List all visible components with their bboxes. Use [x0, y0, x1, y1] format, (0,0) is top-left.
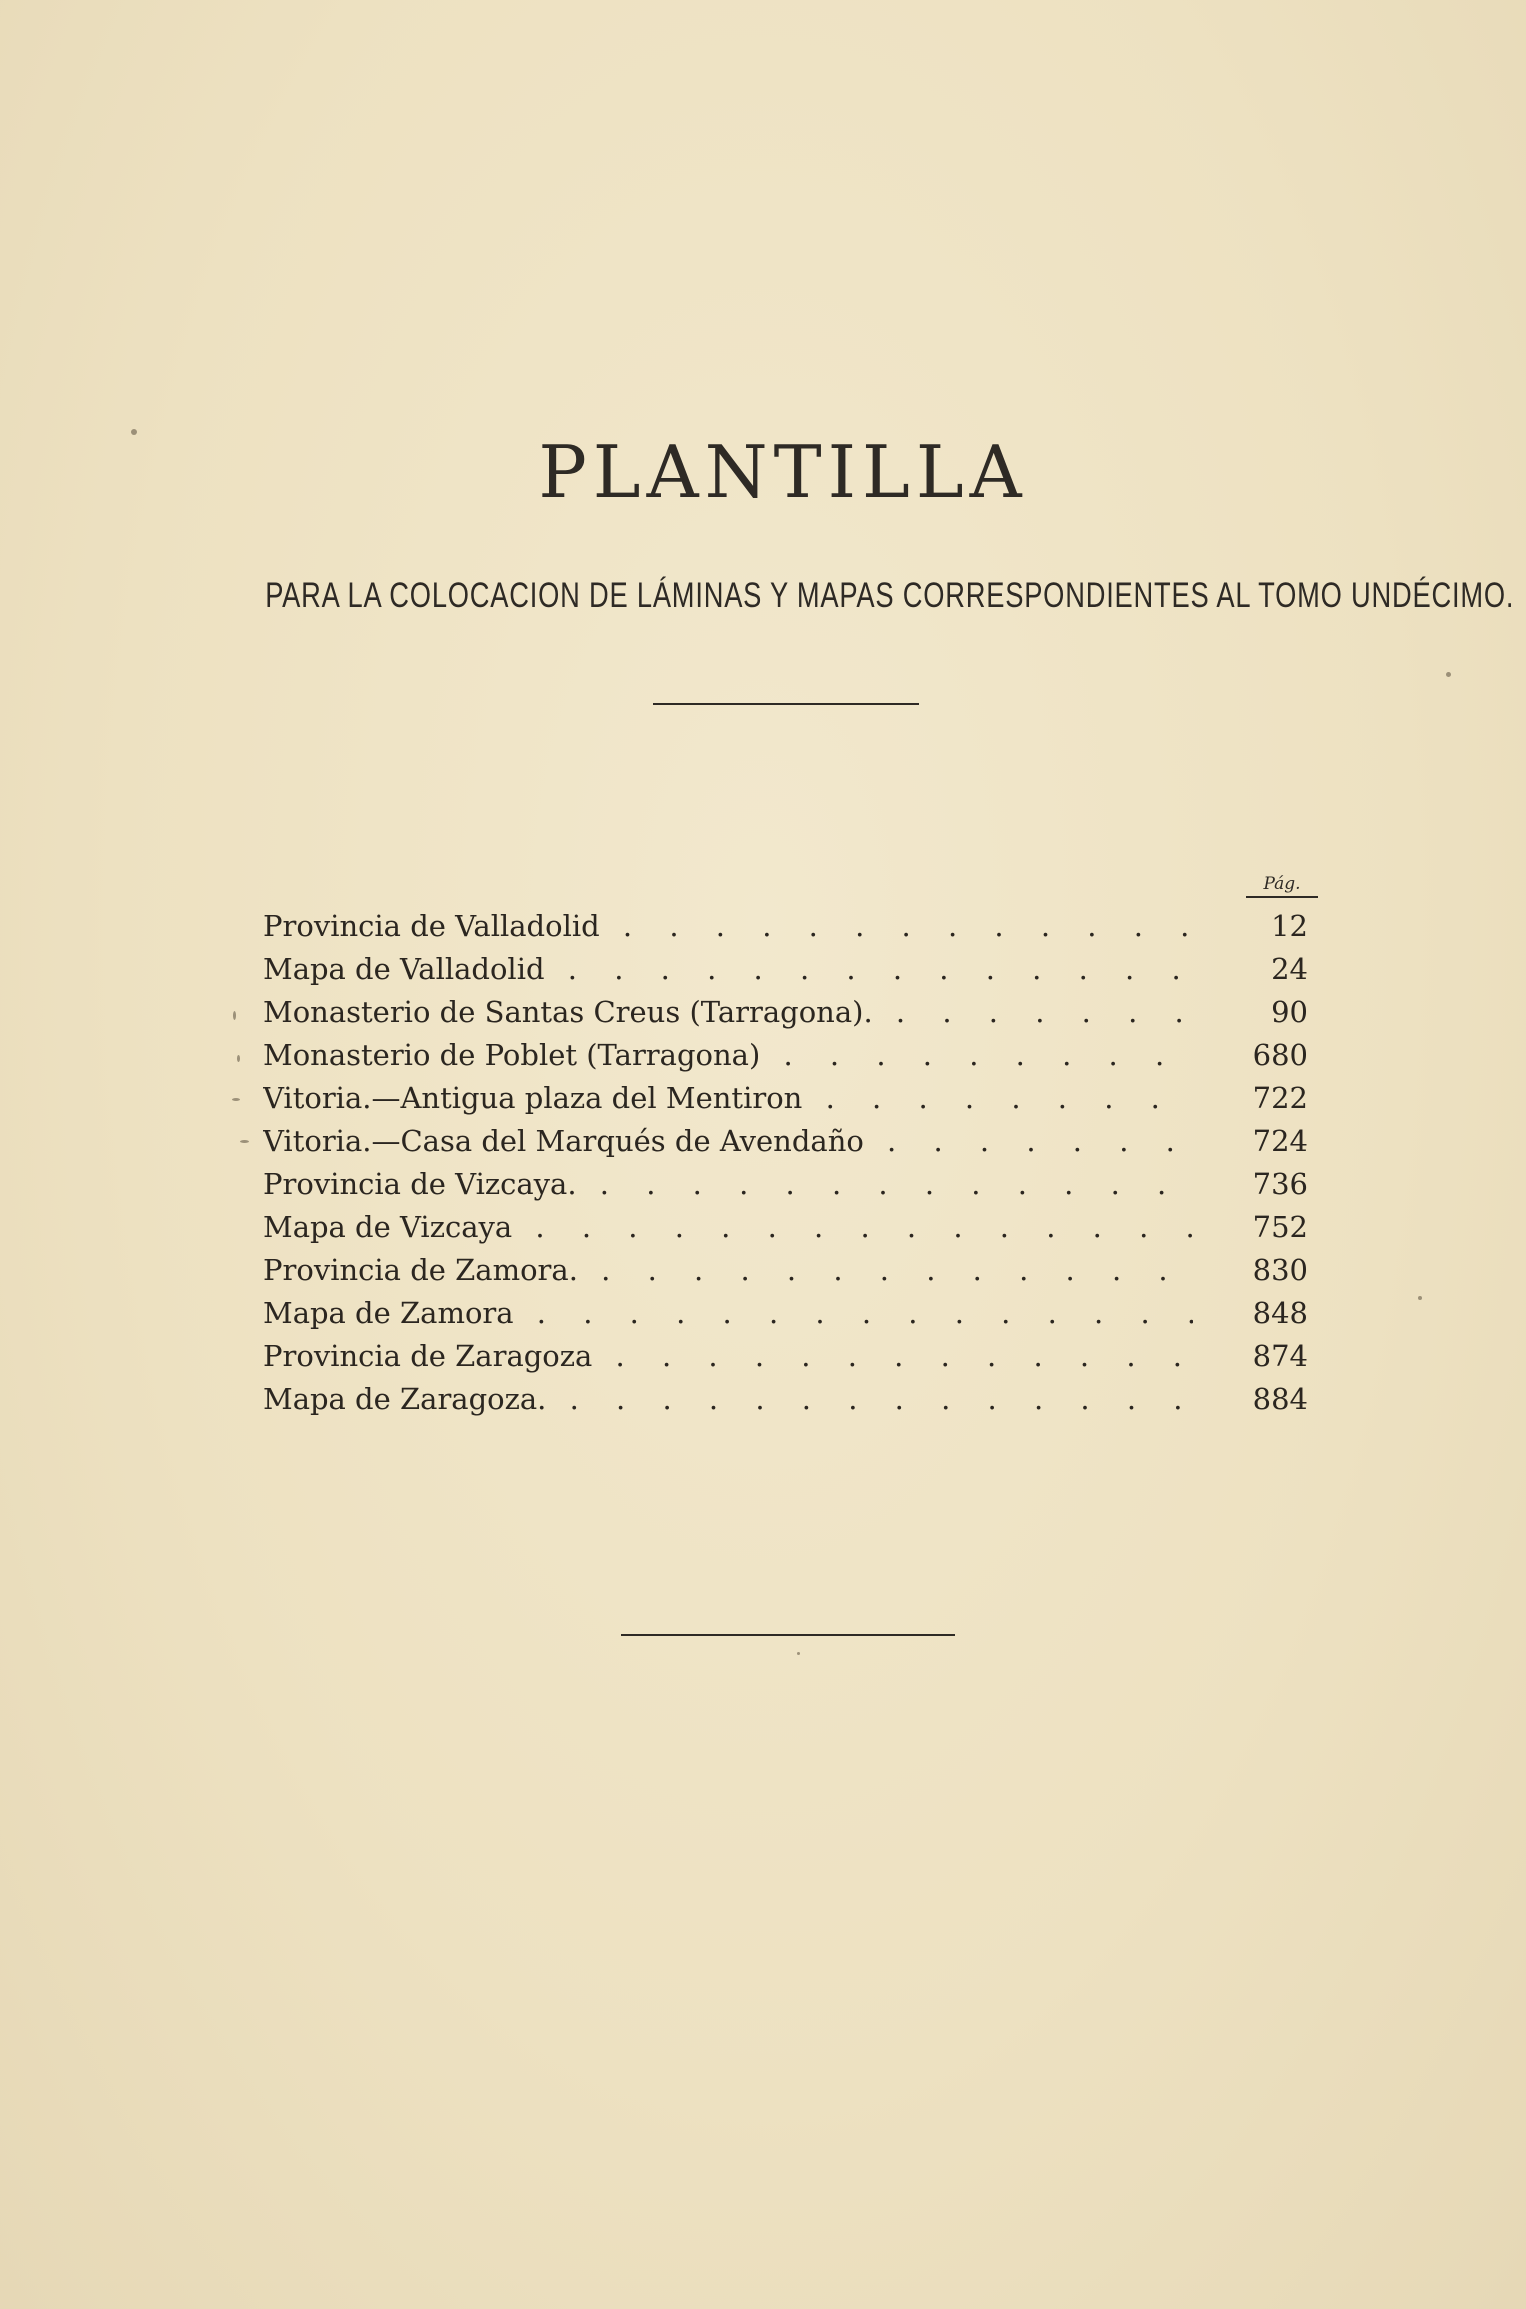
- paper-speck: [131, 429, 137, 435]
- entry-label: Provincia de Zamora. . . .: [263, 1249, 1193, 1292]
- entry-page-number: 12: [1271, 909, 1308, 943]
- entry-page-number: 752: [1252, 1210, 1308, 1244]
- paper-speck: [797, 1652, 800, 1655]
- entry-label: Mapa de Zamora . . .: [263, 1292, 1193, 1335]
- list-item: [263, 1206, 1323, 1249]
- paper-speck: [237, 1055, 240, 1062]
- list-item: [263, 1034, 1323, 1077]
- list-item: [263, 948, 1323, 991]
- entry-label: Mapa de Vizcaya . . .: [263, 1206, 1193, 1249]
- paper-speck: [1446, 672, 1451, 677]
- entry-label: Monasterio de Santas Creus (Tarragona). . . .: [263, 991, 1193, 1034]
- list-item: [263, 1378, 1323, 1421]
- page-title: PLANTILLA: [538, 430, 1028, 514]
- entry-page-number: 24: [1271, 952, 1308, 986]
- entry-label: Provincia de Zaragoza . . .: [263, 1335, 1193, 1378]
- entry-label: Vitoria.—Antigua plaza del Mentiron . . .: [263, 1077, 1193, 1120]
- entry-page-number: 680: [1252, 1038, 1308, 1072]
- entry-page-number: 736: [1252, 1167, 1308, 1201]
- paper-speck: [1418, 1296, 1422, 1300]
- plates-list: [263, 905, 1323, 1421]
- entry-page-number: 722: [1252, 1081, 1308, 1115]
- list-item: [263, 1120, 1323, 1163]
- page-subtitle: PARA LA COLOCACION DE LÁMINAS Y MAPAS CORRESPONDIENTES AL TOMO UNDÉCIMO.: [265, 576, 1515, 615]
- paper-speck: [240, 1140, 249, 1143]
- entry-label: Mapa de Valladolid . . .: [263, 948, 1193, 991]
- list-item: [263, 1335, 1323, 1378]
- list-item: [263, 1163, 1323, 1206]
- list-item: [263, 1249, 1323, 1292]
- top-divider: [653, 703, 919, 705]
- list-item: [263, 1292, 1323, 1335]
- bottom-divider: [621, 1634, 955, 1636]
- entry-page-number: 874: [1252, 1339, 1308, 1373]
- entry-page-number: 830: [1252, 1253, 1308, 1287]
- paper-speck: [232, 1098, 240, 1101]
- entry-label: Monasterio de Poblet (Tarragona) . . .: [263, 1034, 1193, 1077]
- entry-page-number: 724: [1252, 1124, 1308, 1158]
- entry-label: Mapa de Zaragoza. . . .: [263, 1378, 1193, 1421]
- entry-label: Provincia de Valladolid . . .: [263, 905, 1193, 948]
- entry-page-number: 848: [1252, 1296, 1308, 1330]
- paper-speck: [233, 1011, 236, 1020]
- entry-page-number: 90: [1271, 995, 1308, 1029]
- list-item: [263, 1077, 1323, 1120]
- entry-label: Provincia de Vizcaya. . . .: [263, 1163, 1193, 1206]
- entry-label: Vitoria.—Casa del Marqués de Avendaño . . .: [263, 1120, 1193, 1163]
- list-item: [263, 991, 1323, 1034]
- list-item: [263, 905, 1323, 948]
- page-column-header: Pág.: [1246, 874, 1318, 898]
- entry-page-number: 884: [1252, 1382, 1308, 1416]
